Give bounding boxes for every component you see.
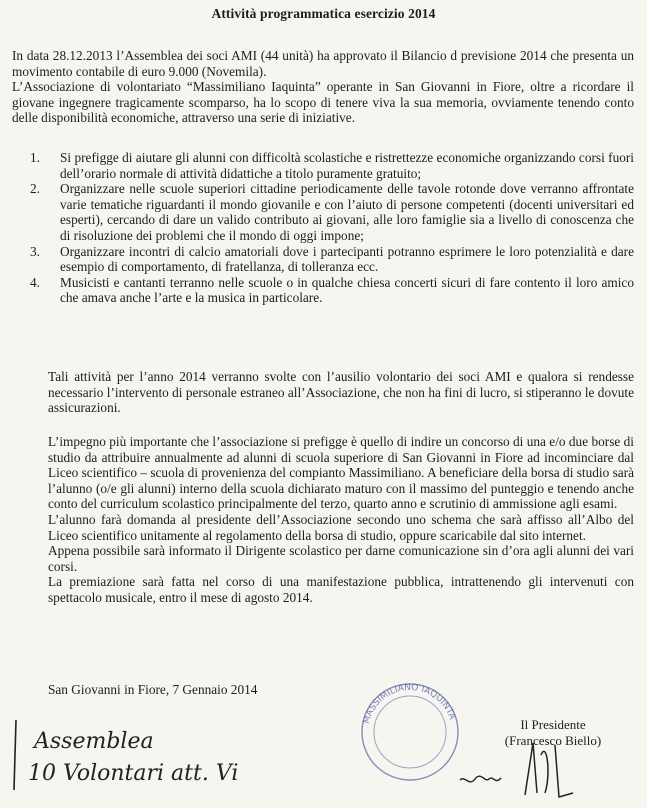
stamp-text: MASSIMILIANO IAQUINTA bbox=[361, 682, 457, 725]
initiatives-list bbox=[30, 150, 634, 306]
place-date: San Giovanni in Fiore, 7 Gennaio 2014 bbox=[48, 682, 258, 697]
association-stamp bbox=[350, 672, 470, 782]
scholarship-line-1: L’impegno più importante che l’associazione si prefigge è quello di indire un concorso di una e/o due borse di studio da attribuire annualmente ad alunni di scuola superiore di San Giovanni in Fiore ad incominciare dal Liceo scientifico – scuola di provenienza del compianto Massimiliano. A beneficiare della borsa di studio sarà l’alunno (o/e gli alunni) interno della scuola dichiarato maturo con il massimo del punteggio e tenendo anche conto del curriculum scolastico principalmente del terzo, quarto anno e scrutinio di ammissione agli esami. bbox=[48, 434, 634, 512]
handwritten-line-2: 10 Volontari att. Vi bbox=[28, 761, 239, 786]
activities-paragraph: Tali attività per l’anno 2014 verranno svolte con l’ausilio volontario dei soci AMI e qualora si rendesse necessario l’intervento di personale estraneo all’Associazione, che non ha fini di lucro, si stiperanno le dovute assicurazioni. bbox=[48, 369, 634, 416]
list-item: 2. Organizzare nelle scuole superiori cittadine periodicamente delle tavole rotonde dove verranno affrontate varie tematiche riguardanti il mondo giovanile e con l’aiuto di persone competenti (docenti universitari ed esperti), cercando di dare un valido contributo ai giovani, alle loro famiglie sia a livello di conoscenza che di risoluzione dei problemi che il mondo di oggi impone; bbox=[30, 181, 634, 243]
president-title: Il Presidente bbox=[520, 717, 586, 732]
scholarship-line-2: L’alunno farà domanda al presidente dell’Associazione secondo uno schema che sarà affisso all’Albo del Liceo scientifico unitamente al regolamento della borsa di studio, oppure scaricabile dal sito internet. bbox=[48, 511, 634, 543]
president-name: (Francesco Biello) bbox=[504, 733, 602, 748]
list-item: 4. Musicisti e cantanti terranno nelle scuole o in qualche chiesa concerti sicuri di fare contento il loro amico che amava anche l’arte e la musica in particolare. bbox=[30, 274, 634, 306]
intro-paragraph bbox=[12, 48, 634, 126]
handwritten-line-1: Assemblea bbox=[34, 729, 154, 754]
intro-line-2: L’Associazione di volontariato “Massimiliano Iaquinta” operante in San Giovanni in Fiore, oltre a ricordare il giovane ingegnere tragicamente scomparso, ha lo scopo di tenere viva la sua memoria, ovviamente tenendo conto delle disponibilità economiche, attraverso una serie di iniziative. bbox=[12, 79, 634, 126]
scholarship-paragraph bbox=[48, 434, 634, 606]
president-signature bbox=[455, 735, 605, 805]
scholarship-line-3: Appena possibile sarà informato il Dirigente scolastico per darne comunicazione sin d’ora agli alunni dei vari corsi. bbox=[48, 543, 634, 574]
handwritten-note bbox=[6, 700, 296, 800]
list-item: 3. Organizzare incontri di calcio amatoriali dove i partecipanti potranno esprimere le loro potenzialità e dare esempio di comportamento, di fratellanza, di tolleranza ecc. bbox=[30, 243, 634, 275]
list-item: 1. Si prefigge di aiutare gli alunni con difficoltà scolastiche e ristrettezze economiche organizzando corsi fuori dell’orario normale di attività didattiche a titolo puramente gratuito; bbox=[30, 150, 634, 181]
intro-line-1: In data 28.12.2013 l’Assemblea dei soci AMI (44 unità) ha approvato il Bilancio d previsione 2014 che presenta un movimento contabile di euro 9.000 (Novemila). bbox=[12, 48, 634, 79]
document-title: Attività programmatica esercizio 2014 bbox=[211, 6, 436, 21]
scholarship-line-4: La premiazione sarà fatta nel corso di una manifestazione pubblica, intrattenendo gli intervenuti con spettacolo musicale, entro il mese di agosto 2014. bbox=[48, 574, 634, 605]
